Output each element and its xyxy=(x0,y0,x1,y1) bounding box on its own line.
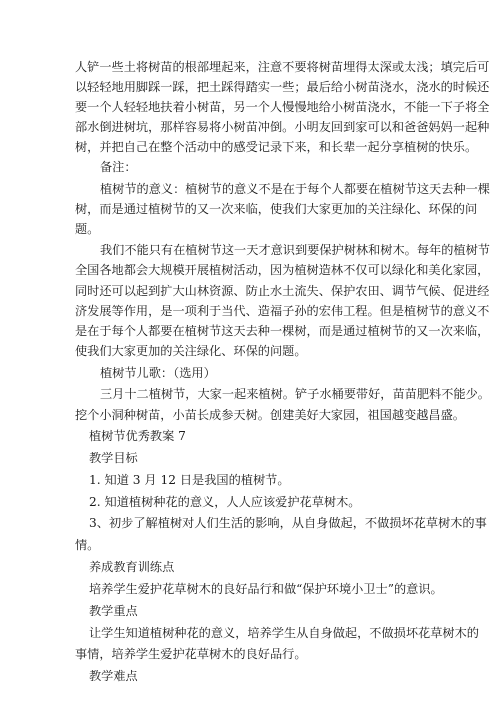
text-line: 是在于每个人都要在植树节这天去种一棵树，而是通过植树节的又一次来临， xyxy=(75,324,490,338)
text-line: 要一个人轻轻地扶着小树苗，另一个人慢慢地给小树苗浇水，不能一下子将全 xyxy=(75,100,490,114)
section-heading: 养成教育训练点 xyxy=(89,560,175,574)
section-heading: 教学重点 xyxy=(89,604,138,618)
text-line: 让学生知道植树种花的意义，培养学生从自身做起，不做损坏花草树木的 xyxy=(89,626,479,640)
text-line: 树，并把自己在整个活动中的感受记录下来，和长辈一起分享植树的快乐。 xyxy=(75,140,478,154)
note-heading: 备注： xyxy=(100,160,137,174)
text-line: 题。 xyxy=(75,222,100,236)
section-title: 植树节优秀教案 7 xyxy=(89,429,186,443)
text-line: 事情，培养学生爱护花草树木的良好品行。 xyxy=(75,647,307,661)
text-line: 部水倒进树坑，那样容易将小树苗冲倒。小明友回到家可以和爸爸妈妈一起种 xyxy=(75,120,490,134)
text-line: 情。 xyxy=(75,538,100,552)
text-line: 以轻轻地用脚踩一踩，把土踩得踏实一些；最后给小树苗浇水，浇水的时候还 xyxy=(75,80,490,94)
section-heading: 教学难点 xyxy=(89,669,138,683)
text-line: 培养学生爱护花草树木的良好品行和做“保护环境小卫士”的意识。 xyxy=(89,582,443,596)
text-line: 我们不能只有在植树节这一天才意识到要保护树林和树木。每年的植树节 xyxy=(100,243,490,257)
section-heading: 教学目标 xyxy=(89,451,138,465)
list-item: 3、初步了解植树对人们生活的影响，从自身做起，不做损坏花草树木的事 xyxy=(89,516,487,530)
text-line: 树，而是通过植树节的又一次来临，使我们大家更加的关注绿化、环保的问 xyxy=(75,202,478,216)
song-heading: 植树节儿歌：（选用） xyxy=(100,366,216,380)
text-line: 三月十二植树节，大家一起来植树。铲子水桶要带好，苗苗肥料不能少。 xyxy=(100,387,490,401)
text-line: 植树节的意义：植树节的意义不是在于每个人都要在植树节这天去种一棵 xyxy=(100,182,490,196)
text-line: 挖个小洞种树苗，小苗长成参天树。创建美好大家园，祖国越变越昌盛。 xyxy=(75,408,465,422)
text-line: 人铲一些土将树苗的根部埋起来，注意不要将树苗埋得太深或太浅；填完后可 xyxy=(75,60,490,74)
list-item: 2. 知道植树种花的意义，人人应该爱护花草树木。 xyxy=(89,495,361,509)
text-line: 使我们大家更加的关注绿化、环保的问题。 xyxy=(75,344,307,358)
text-line: 全国各地都会大规模开展植树活动，因为植树造林不仅可以绿化和美化家园， xyxy=(75,263,490,277)
list-item: 1. 知道 3 月 12 日是我国的植树节。 xyxy=(89,473,290,487)
text-line: 同时还可以起到扩大山林资源、防止水土流失、保护农田、调节气候、促进经 xyxy=(75,284,490,298)
text-line: 济发展等作用，是一项利于当代、造福子孙的宏伟工程。但是植树节的意义不 xyxy=(75,304,490,318)
